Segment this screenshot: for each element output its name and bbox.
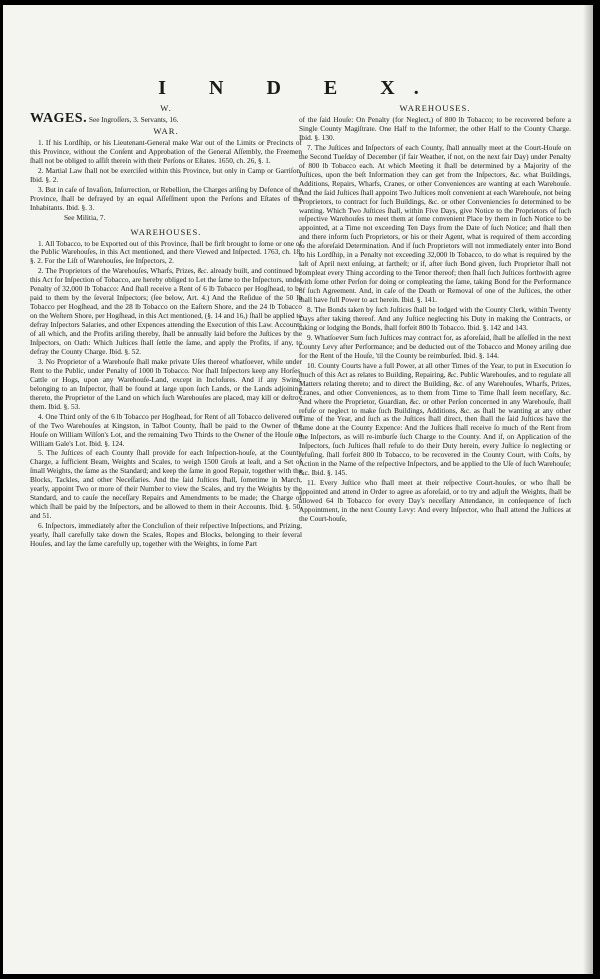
warehouse-entry-10: 10. County Courts have a full Power, at all other Times of the Year, to put in Execution ſo much of this Act as relates to Building, Repairing, &c. Public Warehouſes, and to regulate all Matters relating thereto; and to direct the Building, &c. of any Warehouſes, Wharfs, Prizes, Cranes, and other Conveniences, as to them from Time to Time ſhall ſeem neceſſary, &c. And where the Proprietor, Guardian, &c. or other Perſon concerned in any Warehouſe, ſhall refuſe or neglect to make ſuch Buildings, Additions, &c. as ſhall be wanting at any other Time of the Year, and ſuch as the Juſtices ſhall direct, then ſhall the ſaid Juſtices have the ſame done at the County Expence: And the Juſtices ſhall receive ſo much of the Rent from the Inſpectors, as will re-imburſe ſuch Charge to the County. And if, on Application of the Inſpectors, ſuch Juſtices ſhall refuſe to do their Duty herein, every Juſtice ſo neglecting or refuſing, ſhall forfeit 800 lb Tobacco, to be recovered in the County Court, with Coſts, by Action in the Name of the reſpective Inſpectors, and be applied to the Uſe of ſuch Warehouſe; &c. Ibid. §. 145.: [299, 360, 571, 478]
warehouse-entry-2: 2. The Proprietors of the Warehouſes, Wharfs, Prizes, &c. already built, and continued by this Act for Inſpection of Tobacco, are hereby obliged to Let the ſame to the Inſpectors, under Penalty of 32,000 lb Tobacco: And ſhall receive a Rent of 6 lb Tobacco per Hogſhead, to be paid to them by the ſeveral Inſpectors; (ſee below, Art. 4.) And the Reſidue of the 50 lb Tobacco per Hogſhead, and the 28 lb Tobacco on the Eaſtern Shore, and the 24 lb Tobacco on the Weſtern Shore, per Hogſhead, in this Act mentioned, (§. 14 and 16,) ſhall be applied to defray Inſpectors Salaries, and other Expences attending the Execution of this Law. Accounts of all which, and the Profits ariſing thereby, ſhall be annually laid before the Juſtices by the Inſpectors, on Oath: Which Juſtices ſhall ſettle the ſame, and apply the Profits, if any, to defray the County Charge. Ibid. §. 52.: [30, 266, 302, 356]
letter-heading: W.: [160, 103, 172, 113]
war-heading: WAR.: [153, 125, 179, 136]
left-column: [30, 103, 302, 963]
page-headline: I N D E X.: [158, 77, 438, 99]
see-militia: See Militia, 7.: [64, 212, 106, 222]
warehouse-entry-11: 11. Every Juſtice who ſhall meet at their reſpective Court-houſes, or who ſhall be appointed and attend in Order to agree as aforeſaid, or to try and adjuſt the Weights, ſhall be allowed 64 lb Tobacco for every Day's neceſſary Attendance, in conſequence of ſuch Appointment, in the next County Levy: And every Inſpector, who ſhall attend the Juſtices at the Court-houſe,: [299, 478, 571, 523]
war-entry-2: 2. Martial Law ſhall not be exerciſed within this Province, but only in Camp or Garriſon. Ibid. §. 2.: [30, 165, 302, 184]
war-entry-3: 3. But in caſe of Invaſion, Inſurrection, or Rebellion, the Charges ariſing by Defence of the Province, ſhall be defrayed by an equal Aſſeſſment upon the Perſons and Eſtates of the Inhabitants. Ibid. §. 3.: [30, 184, 302, 212]
warehouse-entry-5: 5. The Juſtices of each County ſhall provide for each Inſpection-houſe, at the County Charge, a ſufficient Beam, Weights and Scales, to weigh 1500 Groſs at leaſt, and a Set of ſmall Weights, the ſame as the Standard; and keep the ſame in good Repair, together with the Blocks, Tackles, and other Neceſſaries. And the ſaid Juſtices ſhall, ſometime in March, yearly, appoint Two or more of their Number to view the Scales, and try the Weights by the Standard, and to cauſe the neceſſary Repairs and Amendments to be made; the Charge of which ſhall be paid by the Inſpectors, and be allowed to them in their Accounts. Ibid. §. 50, and 51.: [30, 448, 302, 521]
wages-crossref: See Ingroſſers, 3. Servants, 16.: [87, 115, 179, 124]
wages-lead-word: WAGES.: [30, 111, 88, 126]
warehouse-entry-7: 7. The Juſtices and Inſpectors of each County, ſhall annually meet at the Court-Houſe on the Second Tueſday of December (if fair Weather, if not, on the next fair Day) under Penalty of 800 lb Tobacco each. At which Meeting it ſhall be determined by a Majority of the Juſtices, upon the beſt Information they can get from the Inſpectors, &c. what Buildings, Additions, Repairs, Wharfs, Cranes, or other Conveniences are wanting at each Warehouſe. And the ſaid Juſtices ſhall appoint Two Juſtices moſt convenient at each Warehouſe, not being Proprietors, to contract for ſuch Buildings, &c. or other Conveniencies ſo determined to be wanting. Which Two Juſtices ſhall, within Five Days, give Notice to the Proprietors of ſuch reſpective Warehouſes to meet them at ſome convenient Place by them in ſuch Notice to be appointed, at a Time not exceeding Ten Days from the Date of ſuch Notice; and ſhall then and there inform ſuch Proprietors, or his or their Agent, what is required of them according to the aforeſaid Determination. And if ſuch Proprietors will not immediately enter into Bond to his Lordſhip, in a Penalty not exceeding 32,000 lb Tobacco, to do what is required by the laſt of April next enſuing, at fartheſt; or if, after ſuch Bond given, ſuch Proprietor ſhall not compleat every Thing according to the Tenor thereof; then ſhall ſuch Juſtices forthwith agree with ſome other Perſon for doing or compleating the ſame, taking Bond for the Performance of ſuch Agreement. And, in caſe of the Death or Removal of one of the Juſtices, the other ſhall have full Power to act herein. Ibid. §. 141.: [299, 142, 571, 305]
warehouses-heading: WAREHOUSES.: [130, 226, 202, 237]
right-column: [299, 103, 571, 963]
scan-edge-shadow: [583, 5, 593, 974]
warehouse-entry-8: 8. The Bonds taken by ſuch Juſtices ſhall be lodged with the County Clerk, within Twenty Days after taking thereof. And any Juſtice neglecting his Duty in making the Contracts, or taking or lodging the Bonds, ſhall forfeit 800 lb Tobacco. Ibid. §. 142 and 143.: [299, 305, 571, 332]
warehouse-entry-6: 6. Inſpectors, immediately after the Concluſion of their reſpective Inſpections, and Prizing, yearly, ſhall carefully take down the Scales, Ropes and Blocks, belonging to their ſeveral Houſes, and lay the ſame carefully up, together with the Weights, in ſome Part: [30, 521, 302, 548]
running-heading: WAREHOUSES.: [399, 103, 471, 113]
wages-entry: [30, 111, 302, 126]
index-page: [3, 5, 593, 974]
warehouse-entry-1: 1. All Tobacco, to be Exported out of this Province, ſhall be firſt brought to ſome or one of the Public Warehouſes, in this Act mentioned, and there Viewed and Inſpected. 1763, ch. 18, §. 2. For the Liſt of Warehouſes, ſee Inſpectors, 2.: [30, 238, 302, 266]
warehouse-entry-3: 3. No Proprietor of a Warehouſe ſhall make private Uſes thereof whatſoever, while under Rent to the Public, under Penalty of 1000 lb Tobacco. Nor ſhall Inſpectors keep any Horſes, Cattle or Hogs, upon any Warehouſe-Land, except in Incloſures. And if any Swine, belonging to an Inſpector, ſhall be found at large upon ſuch Lands, or the Lands adjoining thereto, the Proprietor of the Land on which ſuch Warehouſes are placed, may kill or deſtroy them. Ibid. §. 53.: [30, 356, 302, 411]
warehouse-entry-6-continued: of the ſaid Houſe: On Penalty (for Neglect,) of 800 lb Tobacco; to be recovered before a Single County Magiſtrate. One Half to the Informer, the other Half to the County Charge. Ibid. §. 130.: [299, 115, 571, 142]
war-entry-1: 1. If his Lordſhip, or his Lieutenant-General make War out of the Limits or Precincts of this Province, without the Conſent and Approbation of the General Aſſembly, the Freemen ſhall not be obliged to aſſiſt therein with their Perſons or Eſtates. 1650, ch. 26, §. 1.: [30, 137, 302, 165]
warehouse-entry-4: 4. One Third only of the 6 lb Tobacco per Hogſhead, for Rent of all Tobacco delivered out of the Two Warehouſes at Kingston, in Talbot County, ſhall be paid to the Owner of the Houſe on William Wilſon's Lot, and the remaining Two Thirds to the Owner of the Houſe on William Gale's Lot. Ibid. §. 124.: [30, 411, 302, 448]
warehouse-entry-9: 9. Whatſoever Sum ſuch Juſtices may contract for, as aforeſaid, ſhall be aſſeſſed in the next County Levy after Performance; and be deducted out of the Tobacco and Money ariſing due for the Rent of the Houſe, 'til the County be reimburſed. Ibid. §. 144.: [299, 332, 571, 360]
